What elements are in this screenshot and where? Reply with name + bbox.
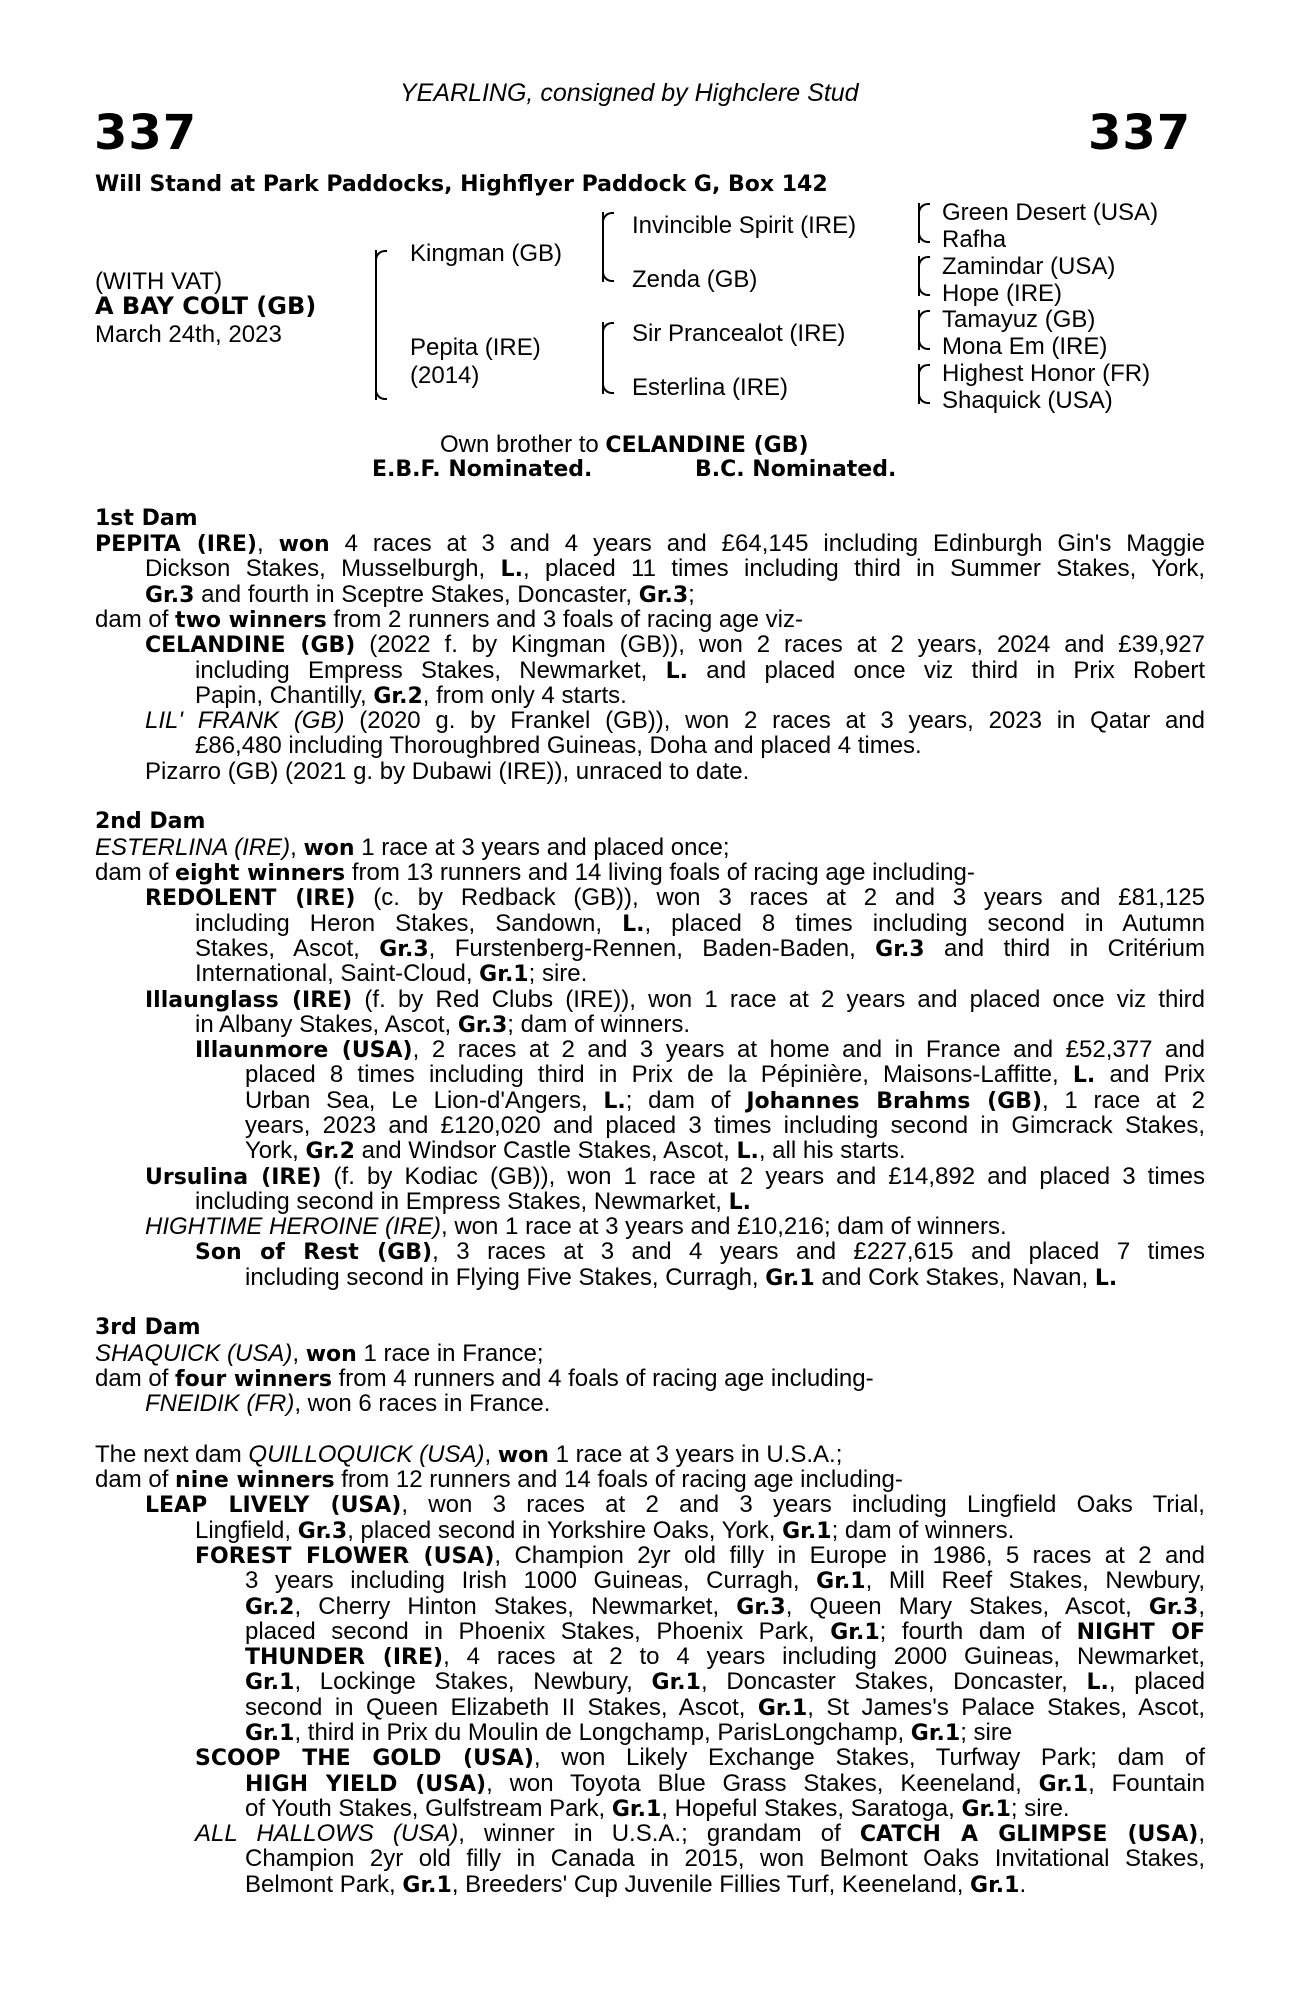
book-line: Lingfield, Gr.3, placed second in Yorkshire Oaks, York, Gr.1; dam of winners.	[195, 1517, 1015, 1544]
horse-name: A BAY COLT (GB)	[95, 292, 317, 320]
book-line: Son of Rest (GB), 3 races at 3 and 4 years and £227,615 and placed 7 times	[195, 1238, 1205, 1265]
book-line: Stakes, Ascot, Gr.3, Furstenberg-Rennen, Baden-Baden, Gr.3 and third in Critérium	[195, 935, 1205, 962]
pedigree-brace-main	[375, 250, 377, 400]
book-line: CELANDINE (GB) (2022 f. by Kingman (GB)), won 2 races at 2 years, 2024 and £39,927	[145, 631, 1205, 658]
ebf-nominated: E.B.F. Nominated.	[372, 457, 593, 482]
third-dam-heading: 3rd Dam	[95, 1315, 201, 1340]
grandsire-8: Shaquick (USA)	[942, 387, 1113, 414]
own-brother-name: CELANDINE (GB)	[605, 433, 809, 458]
book-line: FNEIDIK (FR), won 6 races in France.	[145, 1390, 551, 1417]
book-line: ESTERLINA (IRE), won 1 race at 3 years and placed once;	[95, 834, 730, 861]
book-line: Gr.2, Cherry Hinton Stakes, Newmarket, Gr.3, Queen Mary Stakes, Ascot, Gr.3,	[245, 1593, 1205, 1620]
own-brother-line	[440, 431, 809, 459]
grandsire-4: Hope (IRE)	[942, 280, 1063, 307]
book-line: Belmont Park, Gr.1, Breeders' Cup Juvenile Fillies Turf, Keeneland, Gr.1.	[245, 1871, 1027, 1898]
lot-number-right: 337	[1088, 105, 1192, 161]
book-line: Champion 2yr old filly in Canada in 2015, won Belmont Oaks Invitational Stakes,	[245, 1845, 1205, 1872]
book-line: THUNDER (IRE), 4 races at 2 to 4 years including 2000 Guineas, Newmarket,	[245, 1643, 1205, 1670]
pedigree-brace-g3	[918, 310, 920, 350]
foaling-date: March 24th, 2023	[95, 321, 282, 348]
grandsire-2: Rafha	[942, 226, 1007, 253]
sire-dam: Zenda (GB)	[632, 266, 758, 293]
pedigree-brace-g4	[918, 364, 920, 404]
book-line: HIGH YIELD (USA), won Toyota Blue Grass Stakes, Keeneland, Gr.1, Fountain	[245, 1770, 1206, 1797]
book-line: Pizarro (GB) (2021 g. by Dubawi (IRE)), unraced to date.	[145, 758, 750, 785]
book-line: including second in Empress Stakes, Newmarket, L.	[195, 1188, 751, 1215]
book-line: PEPITA (IRE), won 4 races at 3 and 4 years and £64,145 including Edinburgh Gin's Maggie	[95, 530, 1205, 557]
book-line: years, 2023 and £120,020 and placed 3 times including second in Gimcrack Stakes,	[245, 1112, 1205, 1139]
book-line: dam of two winners from 2 runners and 3 foals of racing age viz-	[95, 606, 803, 633]
location-line: Will Stand at Park Paddocks, Highflyer Paddock G, Box 142	[95, 172, 828, 197]
book-line: dam of eight winners from 13 runners and 14 living foals of racing age including-	[95, 859, 975, 886]
lot-number-left: 337	[94, 105, 198, 161]
grandsire-3: Zamindar (USA)	[942, 253, 1116, 280]
dam-year: (2014)	[410, 362, 480, 389]
book-line: Dickson Stakes, Musselburgh, L., placed 11 times including third in Summer Stakes, York,	[145, 555, 1205, 582]
book-line: second in Queen Elizabeth II Stakes, Ascot, Gr.1, St James's Palace Stakes, Ascot,	[245, 1694, 1205, 1721]
sire-sire: Invincible Spirit (IRE)	[632, 212, 857, 239]
book-line: LEAP LIVELY (USA), won 3 races at 2 and 3 years including Lingfield Oaks Trial,	[145, 1491, 1205, 1518]
consignment-line: YEARLING, consigned by Highclere Stud	[400, 79, 859, 107]
dam-name: Pepita (IRE)	[410, 334, 541, 361]
book-line: Gr.1, Lockinge Stakes, Newbury, Gr.1, Doncaster Stakes, Doncaster, L., placed	[245, 1668, 1205, 1695]
pedigree-brace-g1	[918, 203, 920, 243]
book-line: Ursulina (IRE) (f. by Kodiac (GB)), won 1 race at 2 years and £14,892 and placed 3 times	[145, 1163, 1205, 1190]
grandsire-7: Highest Honor (FR)	[942, 360, 1151, 387]
book-line: Urban Sea, Le Lion-d'Angers, L.; dam of Johannes Brahms (GB), 1 race at 2	[245, 1087, 1205, 1114]
dam-dam: Esterlina (IRE)	[632, 374, 789, 401]
bc-nominated: B.C. Nominated.	[695, 457, 897, 482]
pedigree-brace-sire	[602, 212, 604, 282]
book-line: 3 years including Irish 1000 Guineas, Curragh, Gr.1, Mill Reef Stakes, Newbury,	[245, 1567, 1206, 1594]
book-line: Gr.1, third in Prix du Moulin de Longchamp, ParisLongchamp, Gr.1; sire	[245, 1719, 1013, 1746]
dam-sire: Sir Prancealot (IRE)	[632, 320, 846, 347]
book-line: dam of nine winners from 12 runners and 14 foals of racing age including-	[95, 1466, 903, 1493]
vat-label: (WITH VAT)	[95, 268, 223, 295]
book-line: SCOOP THE GOLD (USA), won Likely Exchange Stakes, Turfway Park; dam of	[195, 1744, 1206, 1771]
book-line: HIGHTIME HEROINE (IRE), won 1 race at 3 years and £10,216; dam of winners.	[145, 1213, 1007, 1240]
book-line: The next dam QUILLOQUICK (USA), won 1 race at 3 years in U.S.A.;	[95, 1441, 843, 1468]
book-line: Illaunmore (USA), 2 races at 2 and 3 years at home and in France and £52,377 and	[195, 1036, 1206, 1063]
book-line: Gr.3 and fourth in Sceptre Stakes, Doncaster, Gr.3;	[145, 581, 695, 608]
pedigree-brace-dam	[602, 322, 604, 394]
book-line: International, Saint-Cloud, Gr.1; sire.	[195, 960, 588, 987]
book-line: Papin, Chantilly, Gr.2, from only 4 starts.	[195, 682, 627, 709]
book-line: FOREST FLOWER (USA), Champion 2yr old filly in Europe in 1986, 5 races at 2 and	[195, 1542, 1205, 1569]
second-dam-heading: 2nd Dam	[95, 809, 206, 834]
sire-name: Kingman (GB)	[410, 240, 563, 267]
book-line: including Empress Stakes, Newmarket, L. and placed once viz third in Prix Robert	[195, 657, 1205, 684]
pedigree-brace-g2	[918, 256, 920, 296]
book-line: placed second in Phoenix Stakes, Phoenix Park, Gr.1; fourth dam of NIGHT OF	[245, 1618, 1205, 1645]
book-line: in Albany Stakes, Ascot, Gr.3; dam of winners.	[195, 1011, 691, 1038]
grandsire-1: Green Desert (USA)	[942, 199, 1159, 226]
book-line: including second in Flying Five Stakes, Curragh, Gr.1 and Cork Stakes, Navan, L.	[245, 1264, 1118, 1291]
book-line: REDOLENT (IRE) (c. by Redback (GB)), won 3 races at 2 and 3 years and £81,125	[145, 884, 1205, 911]
book-line: LIL' FRANK (GB) (2020 g. by Frankel (GB)), won 2 races at 3 years, 2023 in Qatar and	[145, 707, 1206, 734]
book-line: dam of four winners from 4 runners and 4 foals of racing age including-	[95, 1365, 874, 1392]
book-line: SHAQUICK (USA), won 1 race in France;	[95, 1340, 544, 1367]
book-line: £86,480 including Thoroughbred Guineas, Doha and placed 4 times.	[195, 732, 922, 759]
grandsire-6: Mona Em (IRE)	[942, 333, 1108, 360]
own-brother-prefix: Own brother to	[440, 431, 606, 458]
book-line: York, Gr.2 and Windsor Castle Stakes, Ascot, L., all his starts.	[245, 1137, 906, 1164]
book-line: ALL HALLOWS (USA), winner in U.S.A.; grandam of CATCH A GLIMPSE (USA),	[195, 1820, 1206, 1847]
first-dam-heading: 1st Dam	[95, 506, 198, 531]
grandsire-5: Tamayuz (GB)	[942, 306, 1096, 333]
book-line: placed 8 times including third in Prix de la Pépinière, Maisons-Laffitte, L. and Prix	[245, 1061, 1205, 1088]
book-line: including Heron Stakes, Sandown, L., placed 8 times including second in Autumn	[195, 910, 1206, 937]
book-line: Illaunglass (IRE) (f. by Red Clubs (IRE)), won 1 race at 2 years and placed once viz third	[145, 986, 1206, 1013]
book-line: of Youth Stakes, Gulfstream Park, Gr.1, Hopeful Stakes, Saratoga, Gr.1; sire.	[245, 1795, 1070, 1822]
